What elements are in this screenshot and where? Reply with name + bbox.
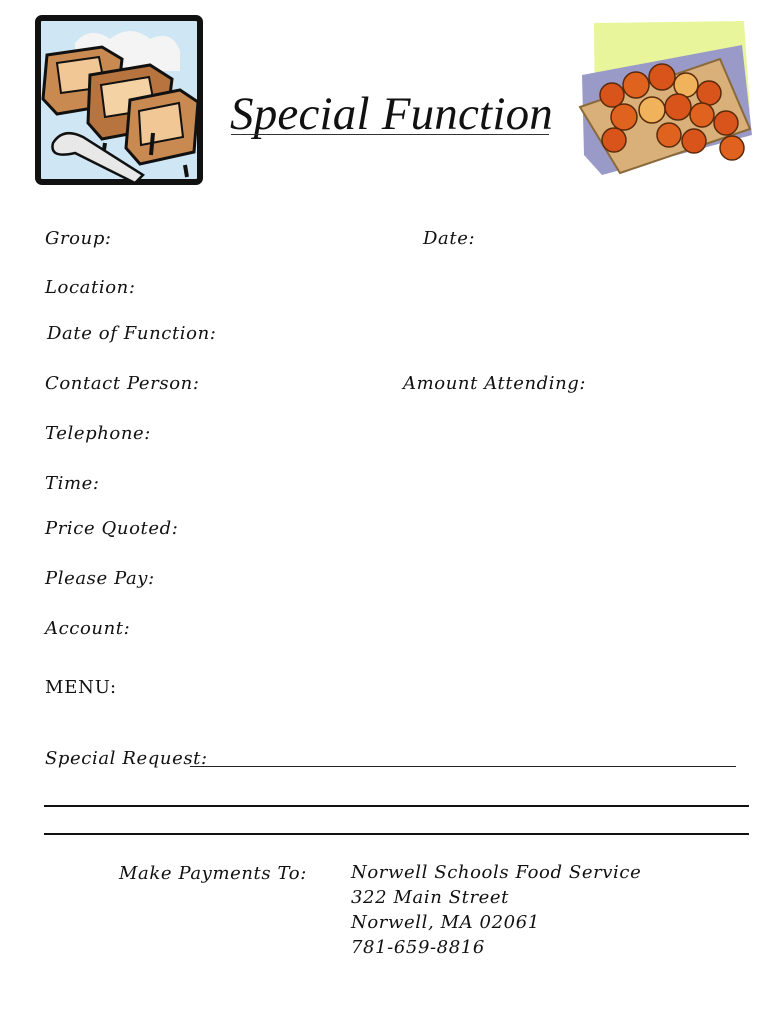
special-request-line-3 (44, 833, 749, 835)
price-quoted-label: Price Quoted: (45, 518, 179, 539)
please-pay-label: Please Pay: (45, 568, 155, 589)
special-request-line (190, 766, 736, 767)
special-request-line-2 (44, 805, 749, 807)
title-underline (231, 134, 549, 135)
date-of-function-label: Date of Function: (47, 323, 217, 344)
group-label: Group: (45, 228, 112, 249)
chafing-dish-clipart-icon (35, 15, 203, 185)
telephone-label: Telephone: (45, 423, 151, 444)
location-label: Location: (45, 277, 136, 298)
time-label: Time: (45, 473, 100, 494)
phone-number: 781-659-8816 (351, 937, 485, 958)
contact-person-label: Contact Person: (45, 373, 200, 394)
street-address: 322 Main Street (351, 887, 510, 908)
page-title: Special Function (230, 88, 553, 140)
menu-label: MENU: (45, 677, 117, 698)
amount-attending-label: Amount Attending: (403, 373, 587, 394)
make-payments-label: Make Payments To: (119, 863, 307, 884)
date-label: Date: (423, 228, 476, 249)
pastry-platter-clipart-icon (574, 15, 754, 180)
payment-address (351, 862, 641, 962)
payee-name: Norwell Schools Food Service (351, 862, 642, 883)
account-label: Account: (45, 618, 131, 639)
special-request-label: Special Request: (45, 748, 208, 769)
city-state-zip: Norwell, MA 02061 (351, 912, 540, 933)
